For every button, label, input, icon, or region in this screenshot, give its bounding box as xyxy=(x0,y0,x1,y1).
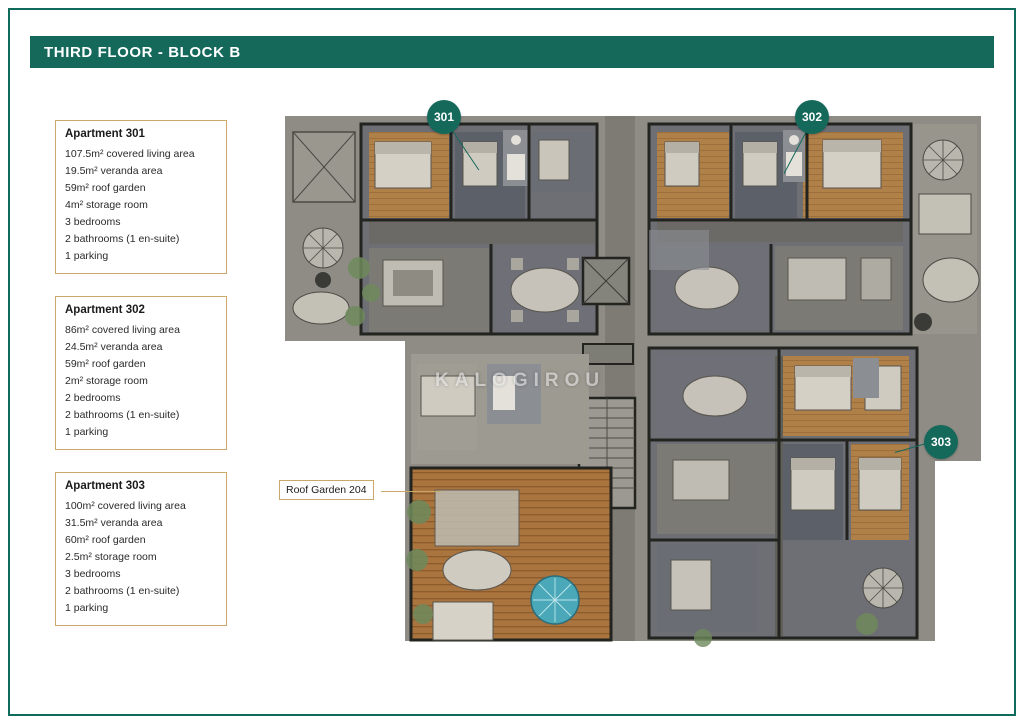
list-item: 59m² roof garden xyxy=(65,358,146,370)
list-item: 2 bathrooms (1 en-suite) xyxy=(65,585,180,597)
apartment-card-title: Apartment 303 xyxy=(65,480,145,492)
list-item: 1 parking xyxy=(65,426,109,438)
list-item: 24.5m² veranda area xyxy=(65,341,163,353)
watermark: KALOGIROU xyxy=(435,370,606,391)
floor-plan xyxy=(283,108,983,648)
apartment-card-specs xyxy=(65,322,217,441)
list-item: 1 parking xyxy=(65,602,109,614)
list-item: 2 bedrooms xyxy=(65,392,121,404)
list-item: 59m² roof garden xyxy=(65,182,146,194)
list-item: 100m² covered living area xyxy=(65,500,186,512)
list-item: 3 bedrooms xyxy=(65,216,121,228)
list-item: 1 parking xyxy=(65,250,109,262)
apartment-card-title: Apartment 301 xyxy=(65,128,145,140)
page-title: THIRD FLOOR - BLOCK B xyxy=(44,43,241,61)
list-item: 60m² roof garden xyxy=(65,534,146,546)
apartment-card-302 xyxy=(55,296,227,450)
roof-garden-leader xyxy=(381,491,441,492)
apartment-badge-301[interactable]: 301 xyxy=(427,100,461,134)
list-item: 2m² storage room xyxy=(65,375,148,387)
page-title-bar xyxy=(30,36,994,68)
apartment-badge-303[interactable]: 303 xyxy=(924,425,958,459)
list-item: 86m² covered living area xyxy=(65,324,180,336)
list-item: 31.5m² veranda area xyxy=(65,517,163,529)
apartment-card-title: Apartment 302 xyxy=(65,304,145,316)
apartment-badge-302[interactable]: 302 xyxy=(795,100,829,134)
list-item: 107.5m² covered living area xyxy=(65,148,195,160)
apartment-card-specs xyxy=(65,498,217,617)
roof-garden-label: Roof Garden 204 xyxy=(279,480,374,500)
list-item: 4m² storage room xyxy=(65,199,148,211)
list-item: 2 bathrooms (1 en-suite) xyxy=(65,409,180,421)
apartment-card-303 xyxy=(55,472,227,626)
floor-plan-drawing xyxy=(283,108,983,648)
apartment-card-specs xyxy=(65,146,217,265)
apartment-info-panel xyxy=(55,120,227,648)
list-item: 19.5m² veranda area xyxy=(65,165,163,177)
apartment-card-301 xyxy=(55,120,227,274)
list-item: 2 bathrooms (1 en-suite) xyxy=(65,233,180,245)
list-item: 3 bedrooms xyxy=(65,568,121,580)
list-item: 2.5m² storage room xyxy=(65,551,157,563)
